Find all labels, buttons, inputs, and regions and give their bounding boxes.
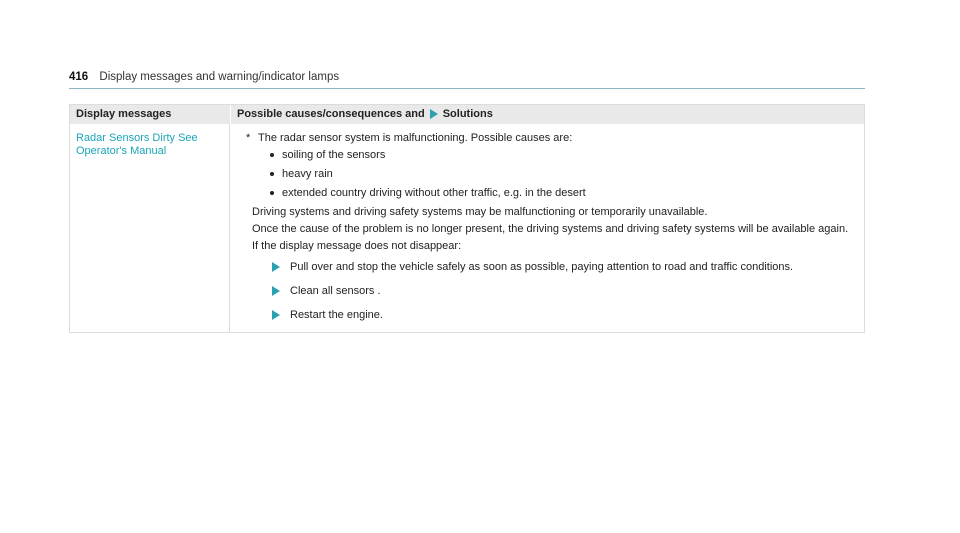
- table-row: [70, 124, 864, 332]
- footnote-star: *: [246, 132, 251, 144]
- cause-resolved-paragraph: Once the cause of the problem is no longer present, the driving systems and driving safety systems will be available again.: [252, 223, 849, 235]
- display-message-text: Radar Sensors Dirty See Operator's Manual: [70, 124, 230, 332]
- solution-steps: [246, 261, 854, 322]
- play-arrow-icon: [272, 310, 280, 320]
- cause-intro: [246, 132, 854, 145]
- column-header-display-messages: Display messages: [76, 108, 172, 120]
- list-item: [272, 285, 854, 298]
- list-item: soiling of the sensors: [270, 149, 854, 162]
- solution-step-text: Restart the engine.: [290, 309, 383, 321]
- cause-intro-text: The radar sensor system is malfunctioning. Possible causes are:: [258, 132, 573, 144]
- table-header-row: [70, 105, 864, 124]
- display-messages-table: [69, 104, 865, 333]
- solution-step-text: Clean all sensors .: [290, 285, 381, 297]
- list-item: extended country driving without other traffic, e.g. in the desert: [270, 187, 854, 200]
- list-item: [272, 309, 854, 322]
- column-header-causes-solutions: [230, 105, 864, 124]
- play-arrow-icon: [272, 286, 280, 296]
- causes-list: [246, 149, 854, 200]
- page-header: [69, 70, 865, 89]
- if-persists-paragraph: If the display message does not disappear:: [252, 240, 462, 252]
- consequence-paragraph: Driving systems and driving safety systems may be malfunctioning or temporarily unavailable.: [252, 206, 708, 218]
- page-number: 416: [69, 71, 89, 83]
- play-arrow-icon: [272, 262, 280, 272]
- page-header-title: Display messages and warning/indicator lamps: [99, 71, 340, 83]
- causes-solutions-cell: [230, 124, 864, 332]
- list-item: [272, 261, 854, 274]
- play-arrow-icon: [430, 109, 438, 119]
- list-item: heavy rain: [270, 168, 854, 181]
- solution-step-text: Pull over and stop the vehicle safely as soon as possible, paying attention to road and traffic conditions.: [290, 261, 794, 273]
- column-header-solutions: Solutions: [442, 108, 493, 120]
- column-header-causes: Possible causes/consequences and: [237, 108, 425, 120]
